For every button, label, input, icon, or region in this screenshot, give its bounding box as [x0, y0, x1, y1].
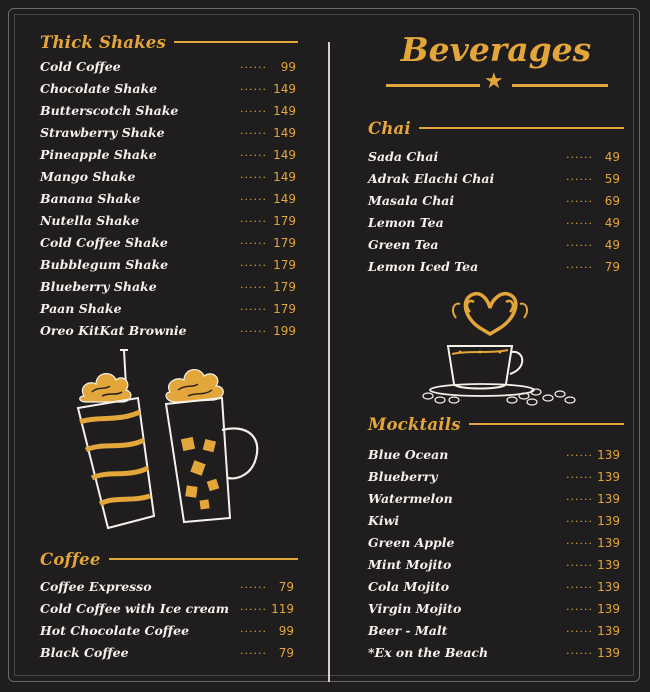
- menu-item-row: [40, 599, 298, 621]
- leader-dots: ......: [566, 236, 593, 249]
- leader-dots: ......: [566, 556, 593, 569]
- leader-dots: ......: [566, 468, 593, 481]
- menu-item-row: [40, 643, 298, 665]
- leader-dots: ......: [240, 146, 267, 159]
- item-price: 139: [597, 580, 620, 594]
- item-name: Adrak Elachi Chai: [368, 171, 495, 186]
- item-name: Hot Chocolate Coffee: [40, 623, 190, 638]
- leader-dots: ......: [240, 58, 267, 71]
- menu-item-row: [40, 79, 298, 101]
- menu-item-row: [368, 191, 624, 213]
- item-name: Butterscotch Shake: [40, 103, 179, 118]
- menu-item-row: [368, 213, 624, 235]
- item-name: Virgin Mojito: [368, 601, 462, 616]
- menu-item-row: [368, 169, 624, 191]
- leader-dots: ......: [240, 300, 267, 313]
- item-name: Mint Mojito: [368, 557, 452, 572]
- item-name: Blue Ocean: [368, 447, 449, 462]
- item-name: Masala Chai: [368, 193, 455, 208]
- menu-item-row: [368, 257, 624, 279]
- item-name: Strawberry Shake: [40, 125, 165, 140]
- leader-dots: ......: [566, 258, 593, 271]
- item-name: Blueberry: [368, 469, 438, 484]
- menu-item-row: [40, 189, 298, 211]
- item-name: Nutella Shake: [40, 213, 140, 228]
- leader-dots: ......: [566, 192, 593, 205]
- milkshake-glasses-illustration: [66, 346, 272, 536]
- leader-dots: ......: [240, 80, 267, 93]
- column-divider: [328, 42, 330, 682]
- leader-dots: ......: [240, 622, 267, 635]
- menu-item-row: [40, 57, 298, 79]
- item-price: 99: [278, 624, 294, 638]
- leader-dots: ......: [566, 578, 593, 591]
- item-price: 139: [597, 448, 620, 462]
- leader-dots: ......: [240, 578, 267, 591]
- item-price: 149: [273, 170, 296, 184]
- coffee-cup-illustration: [420, 288, 580, 410]
- item-price: 139: [597, 492, 620, 506]
- menu-item-row: [40, 621, 298, 643]
- coffee-title: Coffee: [40, 549, 101, 569]
- leader-dots: ......: [566, 600, 593, 613]
- item-name: Blueberry Shake: [40, 279, 157, 294]
- item-name: Lemon Tea: [368, 215, 444, 230]
- item-price: 59: [604, 172, 620, 186]
- item-name: Banana Shake: [40, 191, 141, 206]
- item-name: Pineapple Shake: [40, 147, 157, 162]
- menu-item-row: [40, 123, 298, 145]
- coffee-section: [40, 547, 298, 665]
- item-name: Mango Shake: [40, 169, 136, 184]
- item-price: 139: [597, 470, 620, 484]
- item-price: 49: [604, 216, 620, 230]
- item-price: 179: [273, 214, 296, 228]
- item-price: 149: [273, 148, 296, 162]
- menu-item-row: [40, 277, 298, 299]
- item-price: 149: [273, 192, 296, 206]
- leader-dots: ......: [240, 190, 267, 203]
- title-rule-right: [512, 84, 608, 87]
- menu-item-row: [368, 467, 624, 489]
- item-price: 119: [271, 602, 294, 616]
- leader-dots: ......: [240, 256, 267, 269]
- menu-item-row: [40, 211, 298, 233]
- item-price: 99: [280, 60, 296, 74]
- item-name: Kiwi: [368, 513, 400, 528]
- item-price: 149: [273, 104, 296, 118]
- menu-item-row: [368, 621, 624, 643]
- item-name: Cold Coffee with Ice cream: [40, 601, 229, 616]
- item-price: 69: [604, 194, 620, 208]
- menu-item-row: [368, 147, 624, 169]
- item-name: Chocolate Shake: [40, 81, 158, 96]
- item-price: 49: [604, 150, 620, 164]
- item-price: 149: [273, 82, 296, 96]
- item-name: Cold Coffee Shake: [40, 235, 168, 250]
- leader-dots: ......: [566, 490, 593, 503]
- star-icon: ★: [484, 69, 504, 94]
- thick-shakes-title: Thick Shakes: [40, 32, 166, 52]
- item-price: 139: [597, 646, 620, 660]
- menu-item-row: [40, 233, 298, 255]
- leader-dots: ......: [566, 214, 593, 227]
- item-name: Lemon Iced Tea: [368, 259, 479, 274]
- menu-item-row: [40, 255, 298, 277]
- menu-item-row: [40, 145, 298, 167]
- leader-dots: ......: [566, 148, 593, 161]
- section-rule: [109, 558, 298, 560]
- item-price: 179: [273, 236, 296, 250]
- menu-item-row: [368, 599, 624, 621]
- item-price: 79: [278, 646, 294, 660]
- item-price: 79: [604, 260, 620, 274]
- menu-item-row: [368, 445, 624, 467]
- leader-dots: ......: [240, 168, 267, 181]
- menu-item-row: [40, 167, 298, 189]
- item-name: *Ex on the Beach: [368, 645, 489, 660]
- item-price: 49: [604, 238, 620, 252]
- chai-title: Chai: [368, 118, 411, 138]
- item-price: 139: [597, 558, 620, 572]
- section-rule: [469, 423, 624, 425]
- item-name: Bubblegum Shake: [40, 257, 169, 272]
- menu-item-row: [368, 555, 624, 577]
- item-price: 179: [273, 258, 296, 272]
- item-name: Paan Shake: [40, 301, 122, 316]
- item-name: Coffee Expresso: [40, 579, 152, 594]
- leader-dots: ......: [566, 644, 593, 657]
- item-name: Oreo KitKat Brownie: [40, 323, 187, 338]
- leader-dots: ......: [566, 622, 593, 635]
- item-price: 149: [273, 126, 296, 140]
- item-name: Beer - Malt: [368, 623, 448, 638]
- leader-dots: ......: [566, 534, 593, 547]
- menu-item-row: [368, 511, 624, 533]
- thick-shakes-section: [40, 30, 298, 343]
- leader-dots: ......: [240, 644, 267, 657]
- item-price: 79: [278, 580, 294, 594]
- item-price: 139: [597, 536, 620, 550]
- menu-item-row: [40, 321, 298, 343]
- menu-item-row: [368, 533, 624, 555]
- item-name: Green Apple: [368, 535, 455, 550]
- item-price: 139: [597, 624, 620, 638]
- menu-item-row: [40, 101, 298, 123]
- item-price: 199: [273, 324, 296, 338]
- leader-dots: ......: [240, 124, 267, 137]
- leader-dots: ......: [240, 234, 267, 247]
- item-name: Black Coffee: [40, 645, 129, 660]
- leader-dots: ......: [240, 212, 267, 225]
- leader-dots: ......: [240, 600, 267, 613]
- leader-dots: ......: [240, 278, 267, 291]
- item-name: Cola Mojito: [368, 579, 450, 594]
- section-rule: [174, 41, 298, 43]
- chai-section: [368, 116, 624, 279]
- item-name: Green Tea: [368, 237, 439, 252]
- menu-item-row: [368, 643, 624, 665]
- item-name: Cold Coffee: [40, 59, 121, 74]
- item-price: 179: [273, 302, 296, 316]
- item-price: 139: [597, 514, 620, 528]
- menu-item-row: [368, 489, 624, 511]
- title-rule-left: [386, 84, 480, 87]
- menu-item-row: [368, 577, 624, 599]
- leader-dots: ......: [566, 512, 593, 525]
- item-price: 139: [597, 602, 620, 616]
- item-name: Sada Chai: [368, 149, 439, 164]
- menu-item-row: [368, 235, 624, 257]
- item-name: Watermelon: [368, 491, 453, 506]
- menu-item-row: [40, 299, 298, 321]
- leader-dots: ......: [240, 102, 267, 115]
- page-title: Beverages: [400, 30, 592, 69]
- leader-dots: ......: [566, 170, 593, 183]
- leader-dots: ......: [566, 446, 593, 459]
- section-rule: [419, 127, 624, 129]
- mocktails-title: Mocktails: [368, 414, 461, 434]
- mocktails-section: [368, 412, 624, 665]
- menu-item-row: [40, 577, 298, 599]
- item-price: 179: [273, 280, 296, 294]
- leader-dots: ......: [240, 322, 267, 335]
